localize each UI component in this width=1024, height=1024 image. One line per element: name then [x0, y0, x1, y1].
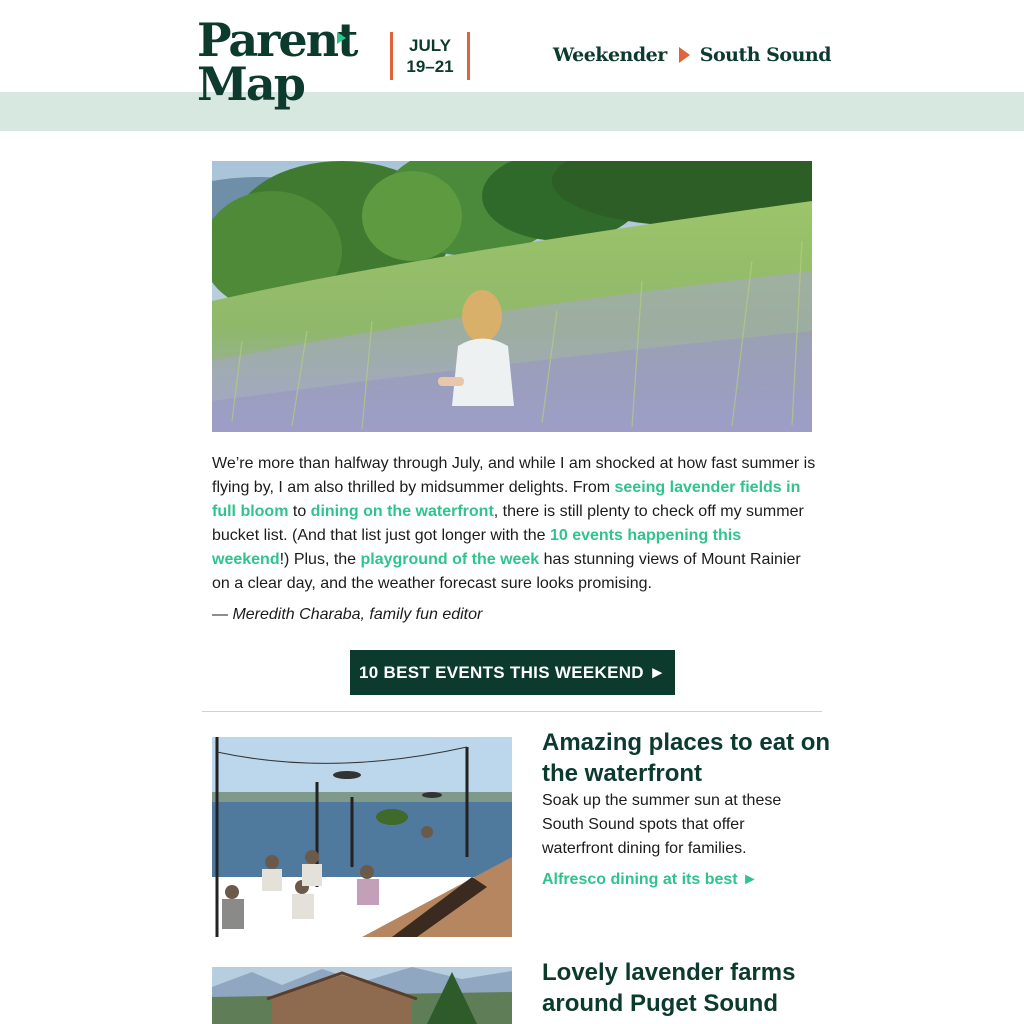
lavender-farm-image[interactable]	[212, 967, 512, 1024]
breadcrumb	[553, 44, 831, 66]
intro-text-4: !) Plus, the	[279, 551, 361, 568]
breadcrumb-weekender[interactable]: Weekender	[552, 44, 667, 66]
link-waterfront-dining[interactable]: dining on the waterfront	[310, 503, 494, 520]
logo-line-1: Parent	[197, 13, 357, 67]
editor-signature: — Meredith Charaba, family fun editor	[212, 606, 483, 623]
intro-text-3: , there is still plenty to check off my summer bucket list. (And that list just got longer with the	[212, 503, 804, 544]
hero-image-lavender-field[interactable]	[212, 161, 812, 432]
logo-line-2: Map	[197, 57, 304, 111]
link-10-events[interactable]: 10 events happening this weekend	[212, 527, 742, 568]
parentmap-logo[interactable]	[197, 13, 357, 111]
intro-text-5: has stunning views of Mount Rainier on a clear day, and the weather forecast sure looks promising.	[212, 551, 801, 592]
breadcrumb-south-sound[interactable]: South Sound	[699, 44, 831, 66]
article-title-waterfront[interactable]: Amazing places to eat on the waterfront	[542, 729, 831, 787]
section-divider	[202, 711, 822, 712]
intro-text-1: We’re more than halfway through July, and while I am shocked at how fast summer is flying by, I am also thrilled by midsummer delights. From	[212, 455, 816, 496]
issue-date	[390, 32, 470, 80]
link-playground-of-week[interactable]: playground of the week	[360, 551, 540, 568]
date-range: 19–21	[406, 57, 454, 76]
intro-text-2: to	[288, 503, 311, 520]
best-events-button[interactable]: 10 BEST EVENTS THIS WEEKEND ►	[350, 650, 675, 695]
intro-paragraph	[212, 452, 816, 596]
date-month: JULY	[409, 36, 451, 55]
link-lavender-fields[interactable]: seeing lavender fields in full bloom	[212, 479, 801, 520]
triangle-right-icon	[679, 47, 690, 63]
header-band	[0, 92, 1024, 131]
lavender-farm-illustration	[212, 967, 512, 1024]
article-description-waterfront: Soak up the summer sun at these South Sound spots that offer waterfront dining for families.	[542, 792, 782, 857]
logo-play-icon	[337, 32, 346, 44]
waterfront-illustration	[212, 737, 512, 937]
waterfront-dining-image[interactable]	[212, 737, 512, 937]
hero-illustration	[212, 161, 812, 432]
alfresco-dining-link[interactable]: Alfresco dining at its best ►	[542, 871, 758, 888]
article-title-lavender[interactable]: Lovely lavender farms around Puget Sound	[542, 959, 796, 1017]
